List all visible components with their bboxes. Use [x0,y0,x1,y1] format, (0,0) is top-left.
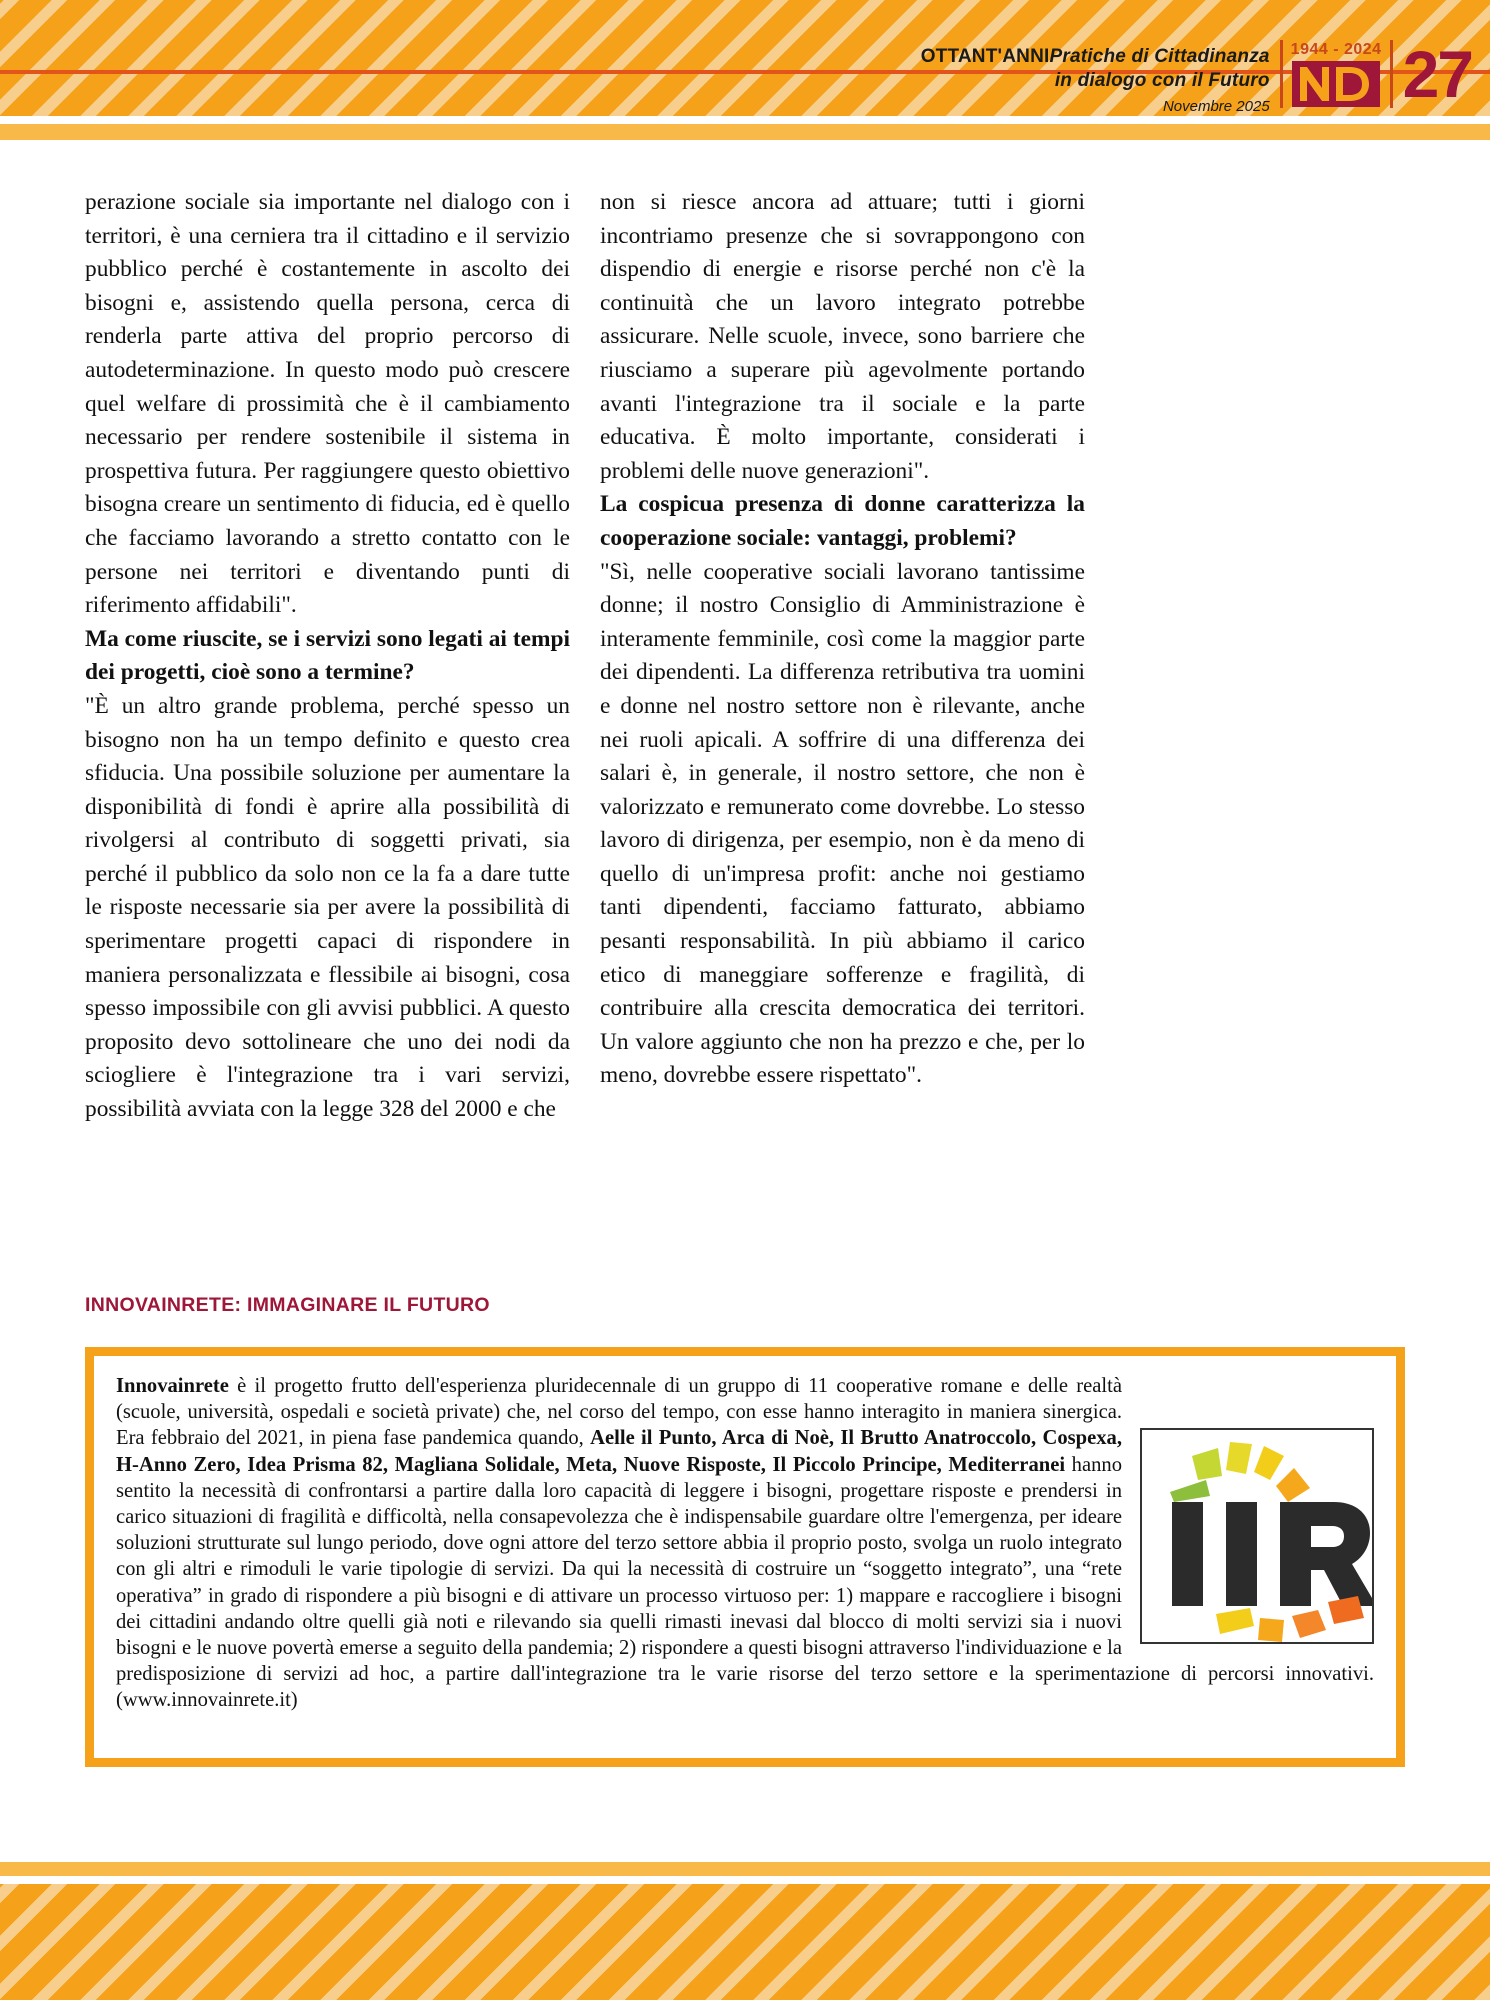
bottom-under-bar [0,1862,1490,1876]
section-heading: INNOVAINRETE: IMMAGINARE IL FUTURO [85,1294,490,1316]
iir-logo-card [1140,1428,1374,1644]
innovainrete-partners: Aelle il Punto, Arca di Noè, Il Brutto Anatroccolo, Cospexa, H-Anno Zero, Idea Prisma 82, Magliana Solidale, Meta, Nuove Risposte, Il Piccolo Principe, Mediterranei [116,1427,1122,1476]
article-column-left [85,186,570,1127]
iir-logo-icon [1142,1430,1372,1642]
innovainrete-box [85,1347,1405,1767]
page-number: 27 [1402,37,1472,111]
nd-logo-block [1280,40,1393,108]
article-body [85,186,1405,1127]
top-under-bar [0,124,1490,140]
iir-logo-container [1140,1428,1374,1644]
masthead-line-1 [921,46,1270,68]
masthead [920,37,1472,115]
paragraph: "Sì, nelle cooperative sociali lavorano tantissime donne; il nostro Consiglio di Amministrazione è interamente femminile, così come la maggior parte dei dipendenti. La differenza retributiva tra uomini e donne nel nostro settore non è rilevante, anche nei ruoli apicali. A soffrire di una differenza dei salari è, in generale, il nostro settore, che non è valorizzato e remunerato come dovrebbe. Lo stesso lavoro di dirigenza, per esempio, non è da meno di quello di un'impresa profit: anche noi gestiamo tanti dipendenti, facciamo fatturato, abbiamo pesanti responsabilità. In più abbiamo il carico etico di maneggiare sofferenze e fragilità, di contribuire alla crescita democratica dei territori. Un valore aggiunto che non ha prezzo e che, per lo meno, dovrebbe essere rispettato". [600,558,1085,1089]
article-column-right [600,186,1085,1127]
innovainrete-lead: Innovainrete [116,1375,229,1397]
interview-question: La cospicua presenza di donne caratterizza la cooperazione sociale: vantaggi, problemi? [600,491,1085,551]
masthead-kicker: OTTANT'ANNI [920,46,1050,67]
masthead-subtitle: in dialogo con il Futuro [1054,70,1270,91]
paragraph: perazione sociale sia importante nel dialogo con i territori, è una cerniera tra il cittadino e il servizio pubblico perché è costantemente in ascolto dei bisogni e, assistendo quella persona, cerca di renderla parte attiva del proprio percorso di autodeterminazione. In questo modo può crescere quel welfare di prossimità che è il cambiamento necessario per rendere sostenibile il sistema in prospettiva futura. Per raggiungere questo obiettivo bisogna creare un sentimento di fiducia, ed è quello che facciamo lavorando a stretto contatto con le persone nei territori e diventando punti di riferimento affidabili". [85,189,570,619]
masthead-title-italic: Pratiche di Cittadinanza [1049,46,1270,67]
article-columns [85,186,1405,1127]
paragraph: "È un altro grande problema, perché spesso un bisogno non ha un tempo definito e questo crea sfiducia. Una possibile soluzione per aumentare la disponibilità di fondi è aprire alla possibilità di rivolgersi al contributo di soggetti privati, sia perché il pubblico da solo non ce la fa a dare tutte le risposte necessarie sia per avere la possibilità di sperimentare progetti capaci di rispondere in maniera personalizzata e flessibile ai bisogni, cosa spesso impossibile con gli avvisi pubblici. A questo proposito devo sottolineare che uno dei nodi da sciogliere è l'integrazione tra i vari servizi, possibilità avviata con la legge 328 del 2000 e che [85,692,570,1123]
interview-question: Ma come riuscite, se i servizi sono legati ai tempi dei progetti, cioè sono a termine? [85,625,570,686]
bottom-decorative-band [0,1884,1490,2000]
innovainrete-paragraph-2: hanno sentito la necessità di confrontarsi a partire dalla loro capacità di leggere i bisogni, progettare risposte e prendersi in carico situazioni di fragilità e difficoltà, nella consapevolezza che è indispensabile guardare oltre l'emergenza, per ideare soluzioni strutturate sul lungo periodo, dove ogni attore del terzo settore abbia il proprio posto, svolga un ruolo integrato con gli altri e rimoduli le varie tipologie di servizi. Da qui la necessità di costruire un “soggetto integrato”, una “rete operativa” in grado di rispondere a più bisogni e di attivare un processo virtuoso per: 1) mappare e raccogliere i bisogni dei cittadini andando oltre quelli già noti e rilevando sia quelli rimasti inevasi dal blocco di molti servizi sia i nuovi bisogni e le nuove povertà emerse a seguito della pandemia; 2) rispondere a questi bisogni attraverso l'individuazione e la predisposizione di servizi ad hoc, a partire dall'integrazione tra le varie risorse del terzo settore e la sperimentazione di percorsi innovativi. (www.innovainrete.it) [116,1453,1374,1712]
masthead-date: Novembre 2025 [1162,98,1270,115]
masthead-text [921,40,1280,115]
paragraph: non si riesce ancora ad attuare; tutti i giorni incontriamo presenze che si sovrappongono con dispendio di energie e risorse perché non c'è la continuità che un lavoro integrato potrebbe assicurare. Nelle scuole, invece, sono barriere che riusciamo a superare più agevolmente portando avanti l'integrazione tra il sociale e la parte educativa. È molto importante, considerati i problemi delle nuove generazioni". [600,189,1085,484]
innovainrete-box-inner [94,1356,1396,1758]
anniversary-label: 1944 - 2024 [1290,41,1382,58]
nd-logo-mark [1292,61,1380,107]
innovainrete-paragraph-1: è il progetto frutto dell'esperienza pluridecennale di un gruppo di 11 cooperative romane e delle realtà (scuole, università, ospedali e società private) che, nel corso del tempo, con esse hanno interagito in maniera sinergica. Era febbraio del 2021, in piena fase pandemica quando, [116,1375,1122,1450]
